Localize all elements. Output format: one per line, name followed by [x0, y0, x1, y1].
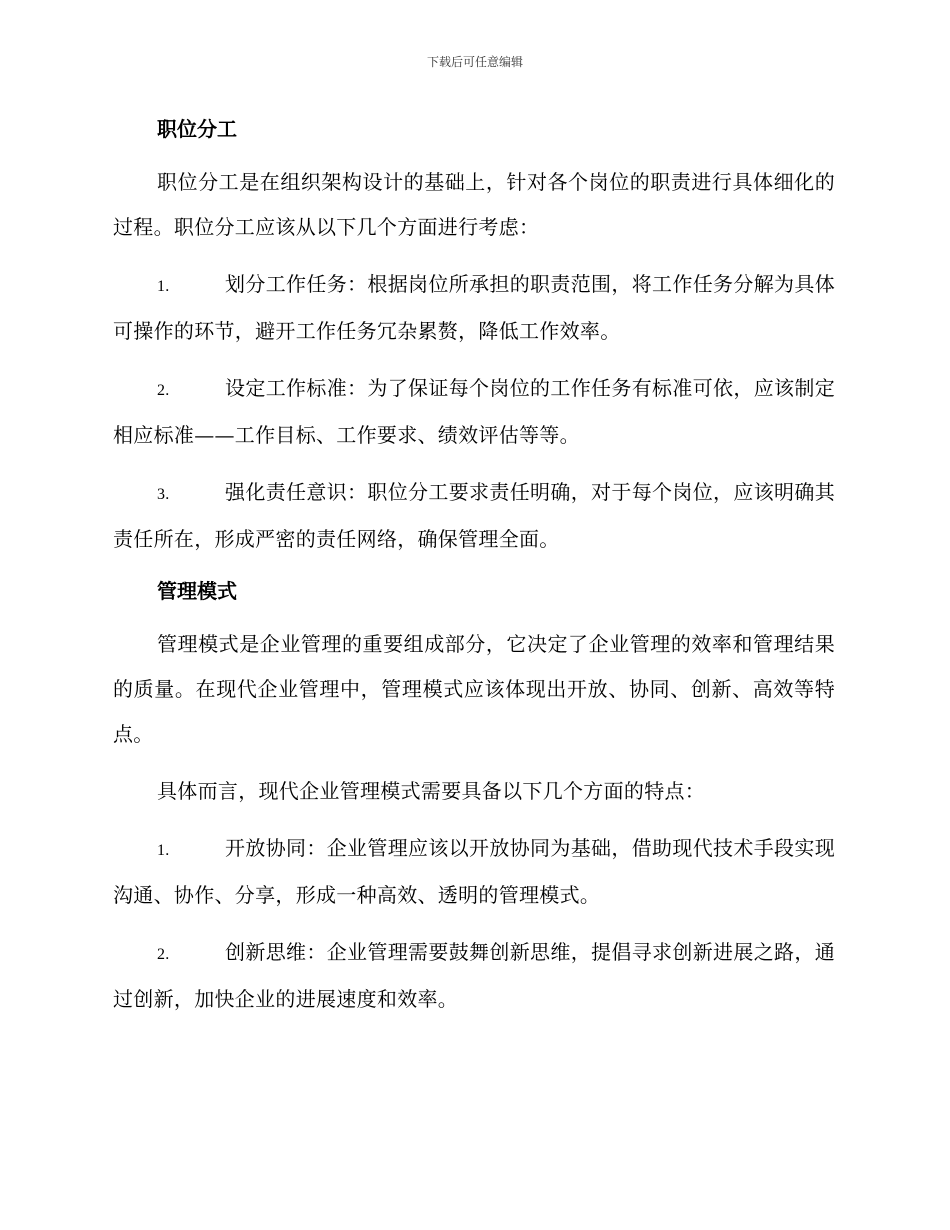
list-item-text: 开放协同：企业管理应该以开放协同为基础，借助现代技术手段实现沟通、协作、分享，形成一种高效、透明的管理模式。: [113, 836, 835, 907]
list-item-text: 创新思维：企业管理需要鼓舞创新思维，提倡寻求创新进展之路，通过创新，加快企业的进展速度和效率。: [113, 940, 835, 1011]
section-intro: 职位分工是在组织架构设计的基础上，针对各个岗位的职责进行具体细化的过程。职位分工应该从以下几个方面进行考虑：: [113, 170, 835, 239]
list-item-number: 3.: [157, 486, 170, 503]
section-heading: 管理模式: [157, 579, 237, 603]
list-item-text: 划分工作任务：根据岗位所承担的职责范围，将工作任务分解为具体可操作的环节，避开工作任务冗杂累赘，降低工作效率。: [113, 272, 835, 343]
list-item-number: 1.: [157, 842, 170, 859]
section-intro-secondary: 具体而言，现代企业管理模式需要具备以下几个方面的特点：: [157, 779, 706, 803]
list-item: [113, 262, 835, 354]
section-job-division: [113, 112, 835, 562]
section-intro: 管理模式是企业管理的重要组成部分，它决定了企业管理的效率和管理结果的质量。在现代企业管理中，管理模式应该体现出开放、协同、创新、高效等特点。: [113, 632, 835, 746]
list-item: [113, 930, 835, 1022]
section-management-mode: [113, 574, 835, 1022]
list-item-number: 2.: [157, 946, 170, 963]
page-header: 下载后可任意编辑: [426, 55, 523, 69]
list-item-text: 强化责任意识：职位分工要求责任明确，对于每个岗位，应该明确其责任所在，形成严密的责任网络，确保管理全面。: [113, 480, 835, 551]
list-item-number: 2.: [157, 382, 170, 399]
list-item-number: 1.: [157, 278, 170, 295]
document-body: [113, 112, 835, 1034]
list-item: [113, 826, 835, 918]
section-heading: 职位分工: [157, 117, 237, 141]
list-item-text: 设定工作标准：为了保证每个岗位的工作任务有标准可依，应该制定相应标准——工作目标、工作要求、绩效评估等等。: [113, 376, 835, 447]
list-item: [113, 470, 835, 562]
list-item: [113, 366, 835, 458]
